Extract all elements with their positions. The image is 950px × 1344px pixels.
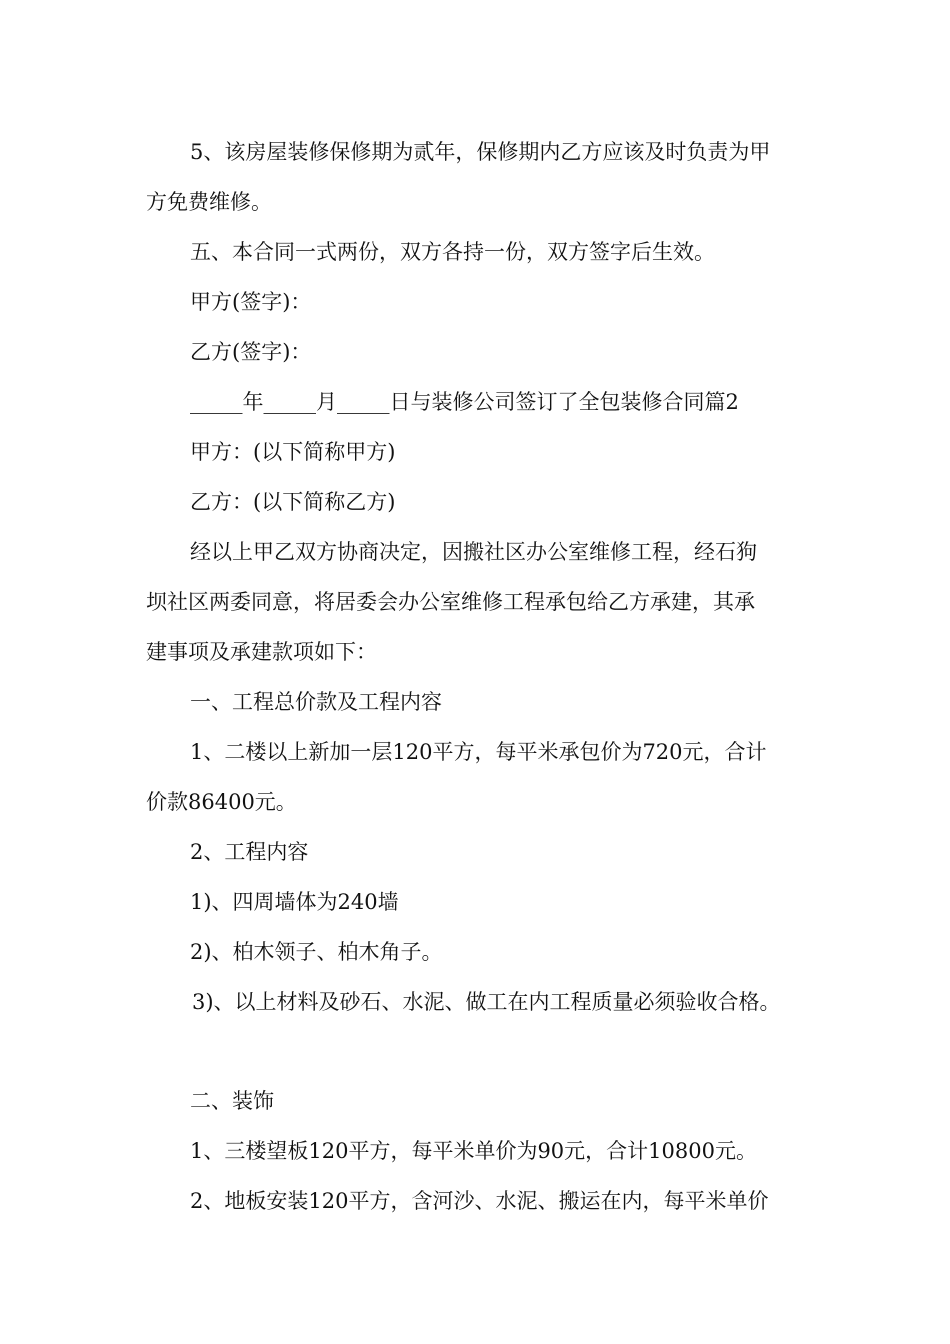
paragraph-line: 建事项及承建款项如下： <box>146 640 377 664</box>
paragraph-line: 坝社区两委同意，将居委会办公室维修工程承包给乙方承建，其承 <box>146 590 755 614</box>
list-item: 2)、柏木领子、柏木角子。 <box>190 940 443 964</box>
section-heading: _____年_____月_____日与装修公司签订了全包装修合同篇2 <box>190 390 739 414</box>
paragraph-line: 2、地板安装120平方，含河沙、水泥、搬运在内，每平米单价 <box>190 1189 769 1213</box>
paragraph-line: 1、二楼以上新加一层120平方，每平米承包价为720元，合计 <box>190 740 767 764</box>
party-a-line: 甲方：(以下简称甲方) <box>190 440 396 464</box>
signature-line-party-a: 甲方(签字)： <box>190 290 312 314</box>
paragraph-line: 五、本合同一式两份，双方各持一份，双方签字后生效。 <box>190 240 715 264</box>
paragraph-line: 5、该房屋装修保修期为贰年，保修期内乙方应该及时负责为甲 <box>190 140 771 164</box>
paragraph-line: 经以上甲乙双方协商决定，因搬社区办公室维修工程，经石狗 <box>190 540 757 564</box>
party-b-line: 乙方：(以下简称乙方) <box>190 490 396 514</box>
list-item: 1)、四周墙体为240墙 <box>190 890 399 914</box>
paragraph-line: 方免费维修。 <box>146 190 272 214</box>
section-heading: 二、装饰 <box>190 1089 274 1113</box>
list-item: 3)、以上材料及砂石、水泥、做工在内工程质量必须验收合格。 <box>192 990 781 1014</box>
paragraph-line: 价款86400元。 <box>146 790 297 814</box>
paragraph-line: 1、三楼望板120平方，每平米单价为90元，合计10800元。 <box>190 1139 757 1163</box>
signature-line-party-b: 乙方(签字)： <box>190 340 312 364</box>
paragraph-line: 2、工程内容 <box>190 840 309 864</box>
section-heading: 一、工程总价款及工程内容 <box>190 690 442 714</box>
